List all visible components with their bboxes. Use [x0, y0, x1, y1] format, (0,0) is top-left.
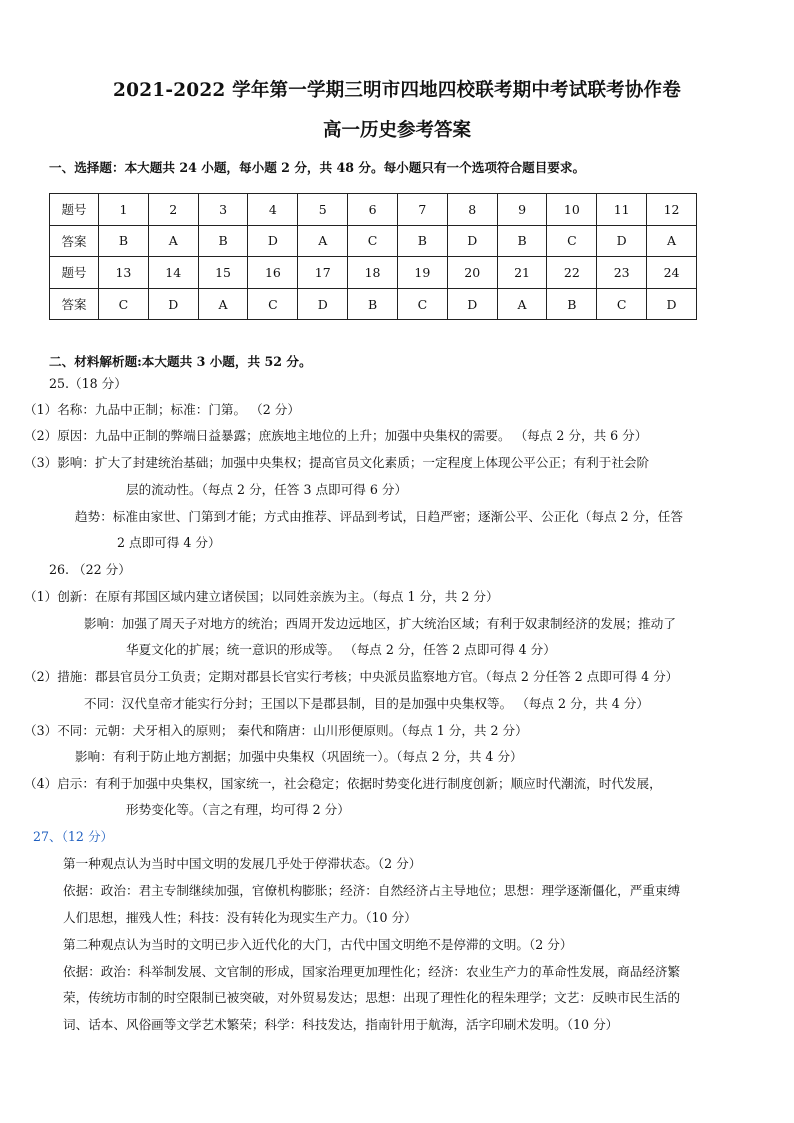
question-number: 3: [198, 194, 248, 226]
question-number: 22: [547, 257, 597, 289]
question-number: 23: [597, 257, 647, 289]
q26-part1-impact-cont: 华夏文化的扩展；统一意识的形成等。 （每点 2 分，任答 2 点即可得 4 分）: [126, 642, 556, 657]
q26-part2: （2）措施：郡县官员分工负责；定期对郡县长官实行考核；中央派员监察地方官。（每点 2 分任答 2 点即可得 4 分）: [24, 669, 679, 684]
question-number: 20: [447, 257, 497, 289]
answer-cell: D: [647, 288, 697, 320]
question-number: 21: [497, 257, 547, 289]
answer-cell: D: [298, 288, 348, 320]
q26-part4: （4）启示：有利于加强中央集权，国家统一，社会稳定；依据时势变化进行制度创新；顺应时代潮流，时代发展，: [24, 776, 662, 791]
section-2-heading: 二、材料解析题:本大题共 3 小题，共 52 分。: [49, 354, 312, 369]
document-subtitle: 高一历史参考答案: [322, 120, 471, 141]
answer-cell: C: [547, 225, 597, 257]
row-header-question: 题号: [50, 257, 99, 289]
answer-cell: C: [348, 225, 398, 257]
answer-cell: A: [497, 288, 547, 320]
q27-view1: 第一种观点认为当时中国文明的发展几乎处于停滞状态。（2 分）: [63, 856, 422, 871]
q27-view1-basis: 依据：政治：君主专制继续加强，官僚机构膨胀；经济：自然经济占主导地位；思想：理学逐渐僵化，严重束缚: [63, 883, 681, 898]
answer-cell: D: [148, 288, 198, 320]
question-number: 19: [397, 257, 447, 289]
q25-part1: （1）名称：九品中正制；标准：门第。 （2 分）: [24, 402, 300, 417]
row-header-question: 题号: [50, 194, 99, 226]
answer-cell: C: [99, 288, 149, 320]
answer-cell: D: [248, 225, 298, 257]
q26-part3-impact: 影响：有利于防止地方割据；加强中央集权（巩固统一）。（每点 2 分，共 4 分）: [75, 749, 523, 764]
q27-heading: 27、（12 分）: [33, 829, 114, 844]
answer-cell: A: [647, 225, 697, 257]
question-number: 8: [447, 194, 497, 226]
answer-cell: A: [198, 288, 248, 320]
row-header-answer: 答案: [50, 288, 99, 320]
question-number: 4: [248, 194, 298, 226]
q27-view2-basis-cont: 荣，传统坊市制的时空限制已被突破，对外贸易发达；思想：出现了理性化的程朱理学；文艺：反映市民生活的: [63, 990, 681, 1005]
q26-part1-impact: 影响：加强了周天子对地方的统治；西周开发边远地区，扩大统治区域；有利于奴隶制经济的发展；推动了: [84, 616, 676, 631]
question-number: 16: [248, 257, 298, 289]
q25-trend-cont: 2 点即可得 4 分）: [117, 535, 221, 550]
question-number: 2: [148, 194, 198, 226]
section-1-heading: 一、选择题：本大题共 24 小题，每小题 2 分，共 48 分。每小题只有一个选项符合题目要求。: [49, 160, 586, 175]
q27-view2-basis-cont2: 词、话本、风俗画等文学艺术繁荣；科学：科技发达，指南针用于航海，活字印刷术发明。（10 分）: [63, 1017, 619, 1032]
question-number: 6: [348, 194, 398, 226]
q26-heading: 26. （22 分）: [49, 562, 131, 577]
question-number: 24: [647, 257, 697, 289]
q26-part4-cont: 形势变化等。（言之有理，均可得 2 分）: [126, 802, 350, 817]
question-number: 13: [99, 257, 149, 289]
table-row-numbers-2: [50, 257, 697, 289]
q25-trend: 趋势：标准由家世、门第到才能；方式由推荐、评品到考试，日趋严密；逐渐公平、公正化（每点 2 分，任答: [75, 509, 683, 524]
answer-cell: A: [148, 225, 198, 257]
answer-cell: C: [397, 288, 447, 320]
answer-cell: D: [597, 225, 647, 257]
q25-part3: （3）影响：扩大了封建统治基础；加强中央集权；提高官员文化素质；一定程度上体现公平公正；有利于社会阶: [24, 455, 650, 470]
answer-cell: D: [447, 288, 497, 320]
q27-view1-basis-cont: 人们思想，摧残人性；科技：没有转化为现实生产力。（10 分）: [63, 910, 417, 925]
answer-cell: B: [547, 288, 597, 320]
table-row-answers-1: [50, 225, 697, 257]
q27-view2: 第二种观点认为当时的文明已步入近代化的大门，古代中国文明绝不是停滞的文明。（2 分）: [63, 937, 573, 952]
answer-cell: C: [597, 288, 647, 320]
q27-view2-basis: 依据：政治：科举制发展、文官制的形成，国家治理更加理性化；经济：农业生产力的革命性发展，商品经济繁: [63, 964, 681, 979]
question-number: 17: [298, 257, 348, 289]
document-title: 2021-2022 学年第一学期三明市四地四校联考期中考试联考协作卷: [113, 80, 681, 101]
question-number: 5: [298, 194, 348, 226]
question-number: 14: [148, 257, 198, 289]
q25-part3-cont: 层的流动性。（每点 2 分，任答 3 点即可得 6 分）: [126, 482, 408, 497]
answer-cell: B: [397, 225, 447, 257]
table-row-numbers-1: [50, 194, 697, 226]
question-number: 11: [597, 194, 647, 226]
question-number: 10: [547, 194, 597, 226]
answer-cell: B: [99, 225, 149, 257]
row-header-answer: 答案: [50, 225, 99, 257]
answer-table: [49, 193, 697, 320]
answer-cell: B: [497, 225, 547, 257]
q26-part3: （3）不同：元朝：犬牙相入的原则； 秦代和隋唐：山川形便原则。（每点 1 分，共 2 分）: [24, 723, 528, 738]
q26-part2-diff: 不同：汉代皇帝才能实行分封；王国以下是郡县制，目的是加强中央集权等。 （每点 2 分，共 4 分）: [84, 696, 649, 711]
question-number: 15: [198, 257, 248, 289]
question-number: 12: [647, 194, 697, 226]
question-number: 18: [348, 257, 398, 289]
answer-cell: A: [298, 225, 348, 257]
answer-cell: B: [198, 225, 248, 257]
table-row-answers-2: [50, 288, 697, 320]
question-number: 9: [497, 194, 547, 226]
q25-heading: 25.（18 分）: [49, 376, 127, 391]
q25-part2: （2）原因：九品中正制的弊端日益暴露；庶族地主地位的上升；加强中央集权的需要。 （每点 2 分，共 6 分）: [24, 428, 648, 443]
answer-cell: B: [348, 288, 398, 320]
q26-part1: （1）创新：在原有邦国区域内建立诸侯国；以同姓亲族为主。（每点 1 分，共 2 分）: [24, 589, 499, 604]
question-number: 1: [99, 194, 149, 226]
answer-cell: D: [447, 225, 497, 257]
answer-cell: C: [248, 288, 298, 320]
question-number: 7: [397, 194, 447, 226]
